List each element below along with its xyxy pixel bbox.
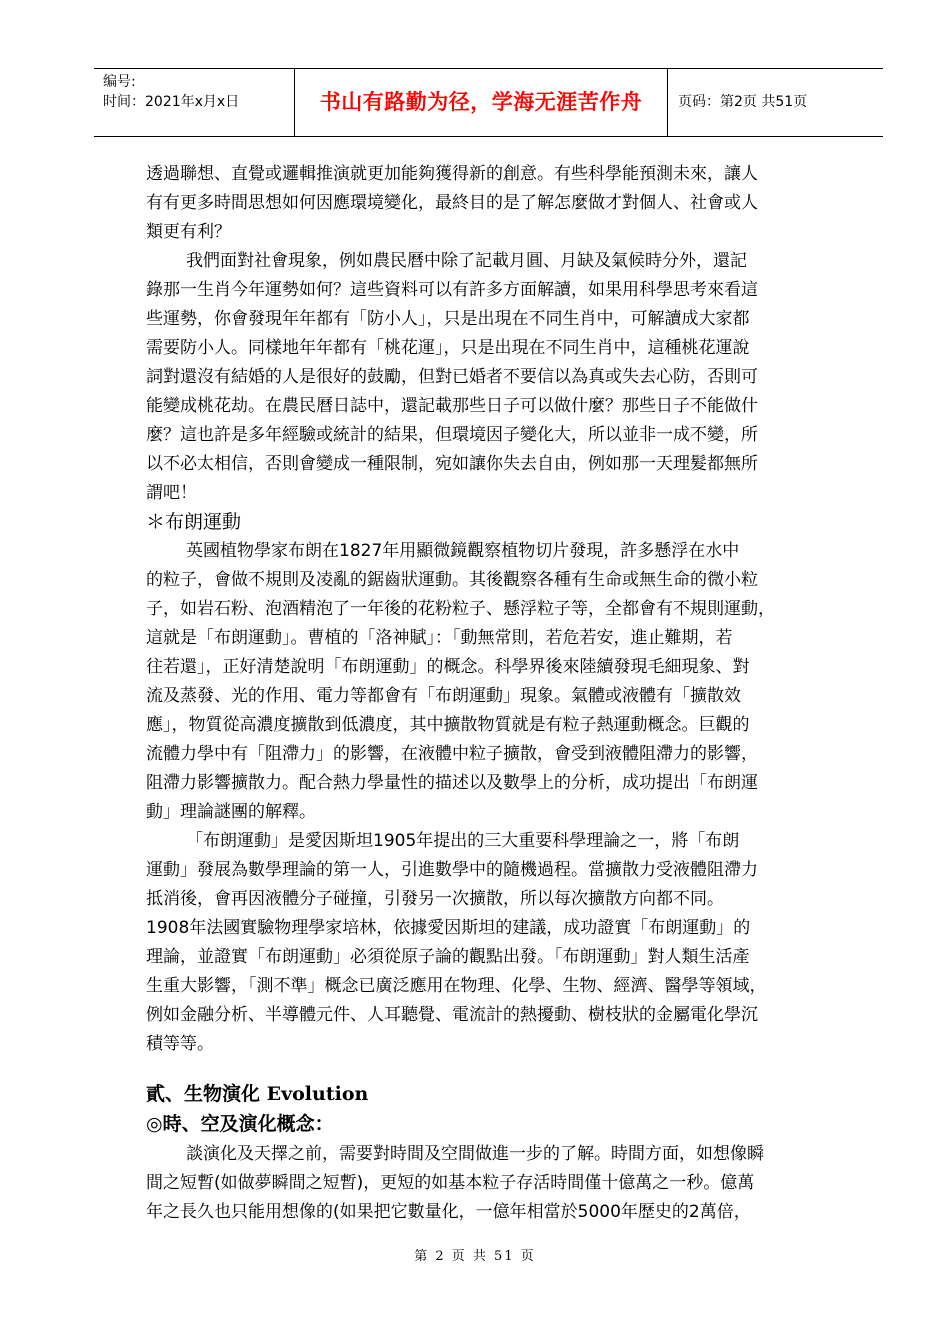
header-divider-left	[294, 68, 295, 136]
text-line: 這就是「布朗運動」。曹植的「洛神賦」：「動無常則，若危若安，進止難期，若	[146, 628, 733, 648]
header-motto: 书山有路勤为径，学海无涯苦作舟	[319, 89, 643, 114]
section-title: 貳、生物演化 Evolution	[146, 1083, 369, 1105]
text-line: 類更有利？	[146, 222, 231, 242]
text-line: 流及蒸發、光的作用、電力等都會有「布朗運動」現象。氣體或液體有「擴散效	[146, 686, 741, 706]
text-line: 「布朗運動」是愛因斯坦1905年提出的三大重要科學理論之一，將「布朗	[186, 831, 740, 851]
header-time-label: 时间：2021年x月x日	[103, 94, 240, 110]
text-line: 謂吧！	[146, 483, 197, 503]
text-line: 需要防小人。同樣地年年都有「桃花運」，只是出現在不同生肖中，這種桃花運說	[146, 338, 750, 358]
header-code-label: 编号:	[103, 74, 136, 90]
text-line: 的粒子，會做不規則及凌亂的鋸齒狀運動。其後觀察各種有生命或無生命的微小粒	[146, 570, 758, 590]
text-line: 往若還」，正好清楚說明「布朗運動」的概念。科學界後來陸續發現毛細現象、對	[146, 657, 750, 677]
text-line: 詞對還沒有結婚的人是很好的鼓勵，但對已婚者不要信以為真或失去心防，否則可	[146, 367, 758, 387]
section-subtitle: ◎時、空及演化概念：	[146, 1113, 334, 1135]
paragraph-4	[146, 827, 846, 1059]
text-line: 我們面對社會現象，例如農民曆中除了記載月圓、月缺及氣候時分外，還記	[186, 251, 747, 271]
paragraph-1	[146, 160, 846, 247]
text-line: 有有更多時間思想如何因應環境變化，最終目的是了解怎麼做才對個人、社會或人	[146, 193, 758, 213]
header-divider-right	[667, 68, 668, 136]
text-line: 錄那一生肖今年運勢如何？這些資料可以有許多方面解讀，如果用科學思考來看這	[146, 280, 758, 300]
text-line: 例如金融分析、半導體元件、人耳聽覺、電流計的熱擾動、樹枝狀的金屬電化學沉	[146, 1005, 758, 1025]
header-bottom-rule	[94, 136, 883, 137]
text-line: 1908年法國實驗物理學家培林，依據愛因斯坦的建議，成功證實「布朗運動」的	[146, 918, 751, 938]
header-page-info: 页码：第2页 共51页	[678, 94, 808, 110]
paragraph-5	[146, 1140, 846, 1227]
text-line: 子，如岩石粉、泡酒精泡了一年後的花粉粒子、懸浮粒子等，全都會有不規則運動，	[146, 599, 775, 619]
text-line: 應」，物質從高濃度擴散到低濃度，其中擴散物質就是有粒子熱運動概念。巨觀的	[146, 715, 750, 735]
text-line: 英國植物學家布朗在1827年用顯微鏡觀察植物切片發現，許多懸浮在水中	[186, 541, 740, 561]
document-body	[146, 160, 846, 1227]
text-line: 些運勢，你會發現年年都有「防小人」，只是出現在不同生肖中，可解讀成大家都	[146, 309, 750, 329]
paragraph-2	[146, 247, 846, 508]
text-line: 間之短暫(如做夢瞬間之短暫)，更短的如基本粒子存活時間僅十億萬之一秒。億萬	[146, 1173, 755, 1193]
text-line: 流體力學中有「阻滯力」的影響，在液體中粒子擴散，會受到液體阻滯力的影響，	[146, 744, 758, 764]
subheading-brownian-motion: ＊布朗運動	[146, 511, 242, 533]
text-line: 生重大影響，「測不準」概念已廣泛應用在物理、化學、生物、經濟、醫學等領域，	[146, 976, 767, 996]
text-line: 阻滯力影響擴散力。配合熱力學量性的描述以及數學上的分析，成功提出「布朗運	[146, 773, 758, 793]
text-line: 麼？這也許是多年經驗或統計的結果，但環境因子變化大，所以並非一成不變，所	[146, 425, 758, 445]
text-line: 理論，並證實「布朗運動」必須從原子論的觀點出發。「布朗運動」對人類生活產	[146, 947, 750, 967]
paragraph-3	[146, 537, 846, 827]
footer-page-number: 第 2 页 共 51 页	[414, 1249, 536, 1264]
text-line: 年之長久也只能用想像的(如果把它數量化，一億年相當於5000年歷史的2萬倍，	[146, 1202, 751, 1222]
text-line: 談演化及天擇之前，需要對時間及空間做進一步的了解。時間方面，如想像瞬	[186, 1144, 764, 1164]
section-spacer	[146, 1059, 846, 1080]
text-line: 以不必太相信，否則會變成一種限制，宛如讓你失去自由，例如那一天理髮都無所	[146, 454, 758, 474]
text-line: 透過聯想、直覺或邏輯推演就更加能夠獲得新的創意。有些科學能預測未來，讓人	[146, 164, 758, 184]
text-line: 抵消後，會再因液體分子碰撞，引發另一次擴散，所以每次擴散方向都不同。	[146, 889, 724, 909]
text-line: 動」理論謎團的解釋。	[146, 802, 316, 822]
header-top-rule	[94, 68, 883, 69]
text-line: 積等等。	[146, 1034, 214, 1054]
text-line: 能變成桃花劫。在農民曆日誌中，還記載那些日子可以做什麼？那些日子不能做什	[146, 396, 758, 416]
text-line: 運動」發展為數學理論的第一人，引進數學中的隨機過程。當擴散力受液體阻滯力	[146, 860, 758, 880]
